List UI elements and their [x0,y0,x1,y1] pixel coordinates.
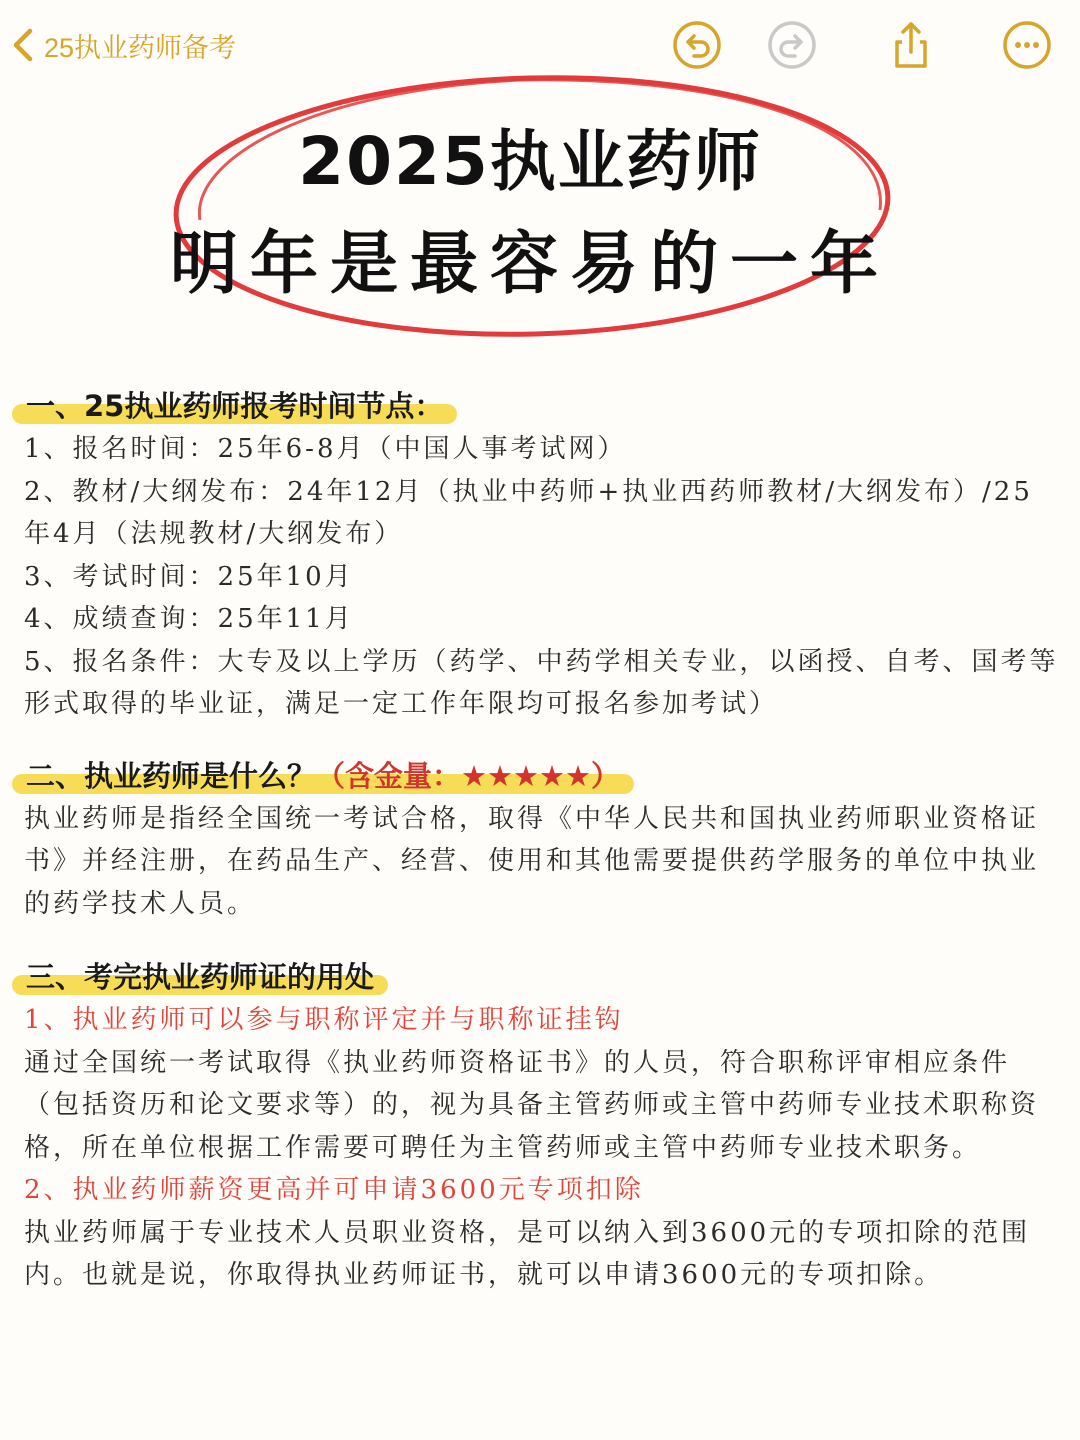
share-button[interactable] [886,20,936,70]
share-icon [886,20,936,70]
redo-button[interactable] [767,20,817,70]
section-3-heading: 三、考完执业药师证的用处 [24,955,380,999]
note-content [24,384,1060,1297]
section-1-heading: 一、25执业药师报考时间节点： [24,384,449,428]
section-3-subheading-1: 1、执业药师可以参与职称评定并与职称证挂钩 [24,1005,624,1035]
section-1-item: 4、成绩查询：25年11月 [24,604,354,634]
undo-icon [672,20,722,70]
more-button[interactable] [1002,20,1052,70]
section-2-heading: 二、执业药师是什么？（含金量：★★★★★） [24,754,626,798]
redo-icon [767,20,817,70]
section-3-body-2: 执业药师属于专业技术人员职业资格，是可以纳入到3600元的专项扣除的范围内。也就是说，你取得执业药师证书，就可以申请3600元的专项扣除。 [24,1217,1031,1290]
section-1-item: 5、报名条件：大专及以上学历（药学、中药学相关专业，以函授、自考、国考等形式取得的毕业证，满足一定工作年限均可报名参加考试） [24,646,1059,719]
headline-line-2: 明年是最容易的一年 [169,225,890,304]
back-button[interactable] [8,22,236,68]
headline-banner [160,70,900,340]
undo-button[interactable] [672,20,722,70]
section-3-body-1: 通过全国统一考试取得《执业药师资格证书》的人员，符合职称评审相应条件（包括资历和论文要求等）的，视为具备主管药师或主管中药师专业技术职称资格，所在单位根据工作需要可聘任为主管药师或主管中药师专业技术职务。 [24,1047,1040,1163]
section-3-subheading-2: 2、执业药师薪资更高并可申请3600元专项扣除 [24,1175,644,1205]
section-2-body: 执业药师是指经全国统一考试合格，取得《中华人民共和国执业药师职业资格证书》并经注册，在药品生产、经营、使用和其他需要提供药学服务的单位中执业的药学技术人员。 [24,803,1040,919]
section-1-item: 3、考试时间：25年10月 [24,561,354,592]
value-rating: （含金量：★★★★★） [316,758,621,793]
section-1-item: 2、教材/大纲发布：24年12月（执业中药师+执业西药师教材/大纲发布）/25年4月（法规教材/大纲发布） [24,476,1033,549]
section-1-item: 1、报名时间：25年6-8月（中国人事考试网） [24,434,627,464]
chevron-left-icon [8,25,38,65]
back-label: 25执业药师备考 [44,32,237,63]
more-icon [1002,20,1052,70]
headline-line-1: 2025执业药师 [298,123,762,200]
